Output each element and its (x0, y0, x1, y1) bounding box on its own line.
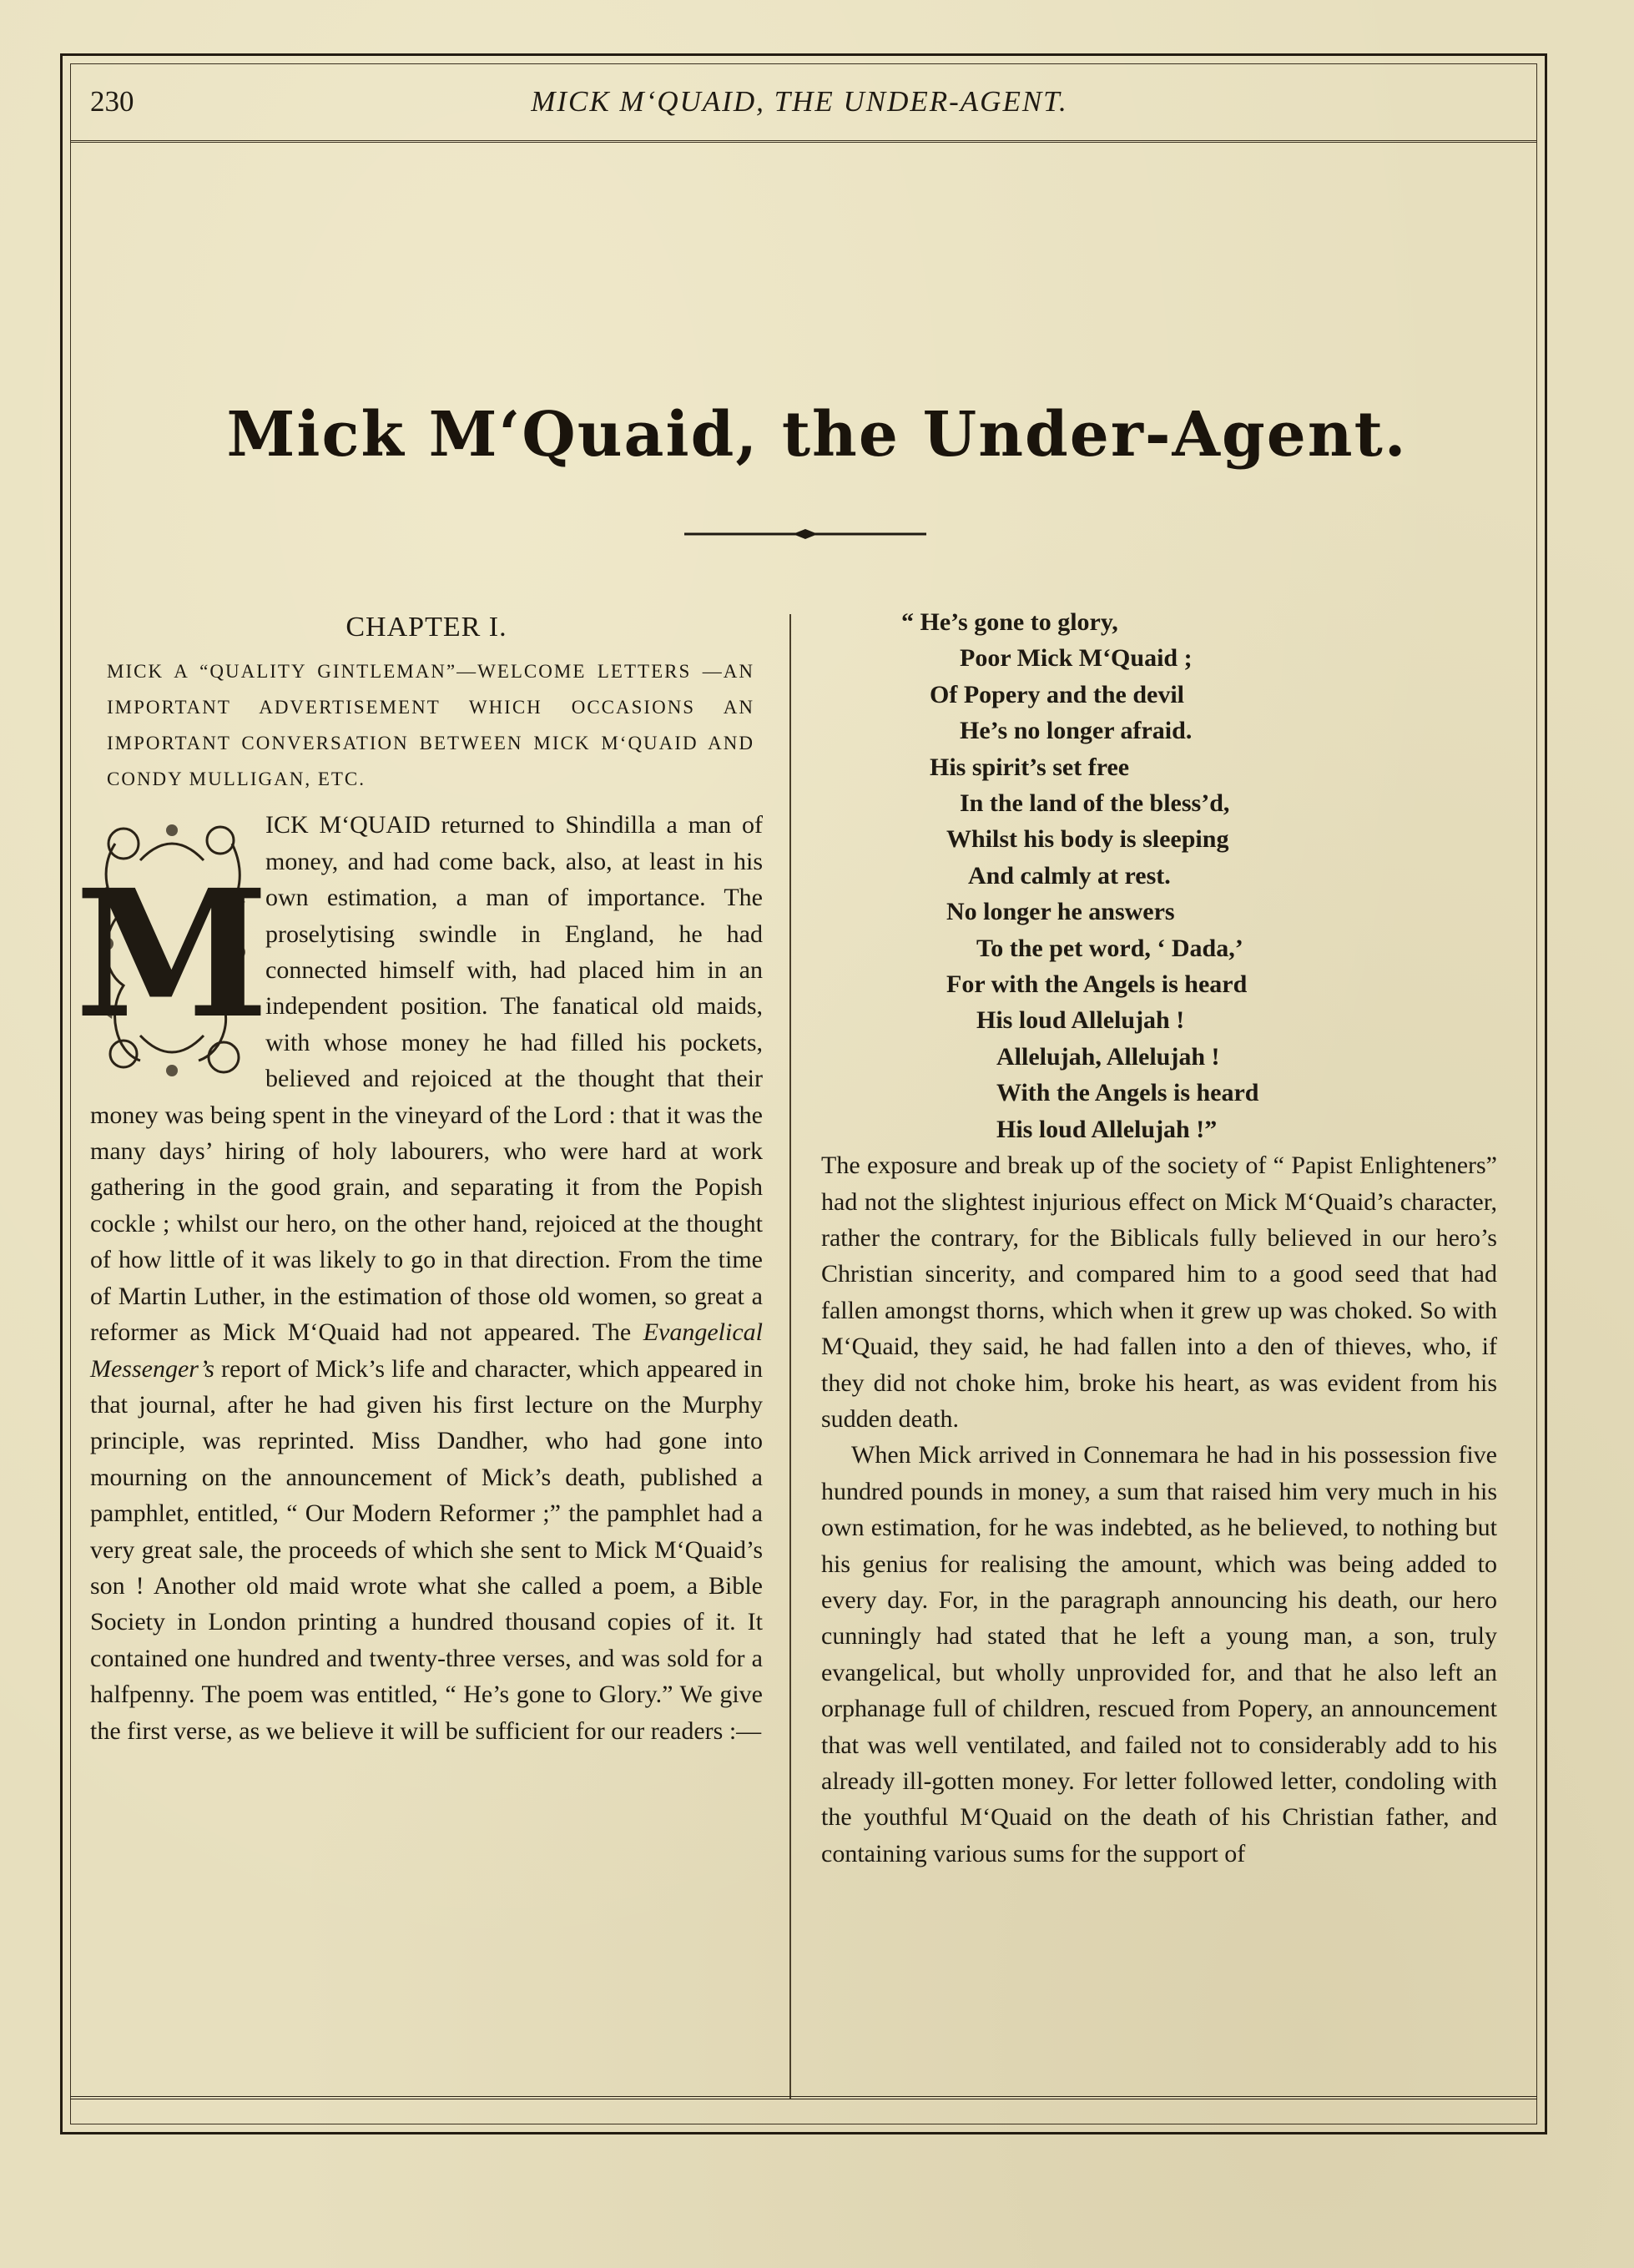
running-title: MICK M‘QUAID, THE UNDER-AGENT. (531, 85, 1068, 118)
poem-line: In the land of the bless’d, (960, 789, 1230, 818)
poem-verse (821, 604, 1497, 1147)
poem-line: Of Popery and the devil (930, 680, 1184, 708)
left-column (74, 604, 764, 1749)
ornamental-drop-cap (74, 810, 270, 1082)
poem-line: His loud Allelujah ! (976, 1006, 1185, 1035)
poem-line: Poor Mick M‘Quaid ; (960, 644, 1193, 673)
opening-smallcaps: ICK M‘QUAID (265, 811, 431, 839)
paragraph-opening-text: returned to Shindilla a man of money, and had come back, also, at least in his own estimation, a man of importance. The proselytising swindle in England, he had connected himself with, had placed him in an independent position. The fanatical old maids, with whose money he had filled his pockets, believed and rejoiced at the thought that their money was being spent in the vineyard of the Lord : that it was the many days’ hiring of holy labourers, who were hard at work gathering in the good grain, and separating it from the Popish cockle ; whilst our hero, on the other hand, rejoiced at the thought of how little of it was likely to go in that direction. From the time of Martin Luther, in the estimation of those old women, so great a reformer as Mick M‘Quaid had not appeared. The (90, 811, 764, 1347)
right-column (821, 604, 1497, 1872)
paragraph-connemara: When Mick arrived in Connemara he had in his possession five hundred pounds in money, a sum that raised him very much in his own estimation, for he was indebted, as he believed, to nothing but his genius for realising the amount, which was being added to every day. For, in the paragraph announcing his death, our hero cunningly had stated that he left a young man, a son, truly evangelical, but wholly unprovided for, and that he also left an orphanage full of children, rescued from Popery, an announcement that was well ventilated, and failed not to considerably add to his already ill-gotten money. For letter followed letter, condoling with the youthful M‘Quaid on the death of his Christian father, and containing various sums for the support of (821, 1441, 1497, 1867)
paragraph-exposure: The exposure and break up of the society of “ Papist Enlighteners” had not the slightest injurious effect on Mick M‘Quaid’s character, rather the contrary, for the Biblicals fully believed in our hero’s Christian sincerity, and compared him to a good seed that had fallen amongst thorns, which when it grew up was choked. So with M‘Quaid, they said, he had fallen into a den of thieves, who, if they did not choke him, broke his heart, as was evident from his sudden death. (821, 1152, 1497, 1433)
poem-line: And calmly at rest. (968, 861, 1171, 890)
bottom-rule (70, 2096, 1537, 2099)
paragraph-opening-end: report of Mick’s life and character, which appeared in that journal, after he had given his first lecture on the Murphy principle, was reprinted. Miss Dandher, who had gone into mourning on the announcement of Mick’s death, published a pamphlet, entitled, “ Our Modern Reformer ;” the pamphlet had a very great sale, the proceeds of which she sent to Mick M‘Quaid’s son ! Another old maid wrote what she called a poem, a Bible Society in London printing a hundred thousand copies of it. It contained one hundred and twenty-three verses, and was sold for a halfpenny. The poem was entitled, “ He’s gone to Glory.” We give the first verse, as we believe it will be sufficient for our readers :— (90, 1354, 763, 1745)
poem-line: For with the Angels is heard (946, 970, 1248, 999)
poem-line: No longer he answers (946, 898, 1175, 926)
publication-title: Evangelical Messenger’s (90, 1318, 763, 1383)
main-title: Mick M‘Quaid, the Under-Agent. (226, 399, 1408, 471)
poem-line: “ He’s gone to glory, (901, 608, 1118, 636)
column-divider (789, 614, 791, 2099)
running-head (90, 80, 1509, 135)
poem-line: To the pet word, ‘ Dada,’ (976, 934, 1243, 962)
poem-line: His spirit’s set free (930, 753, 1130, 781)
poem-line: He’s no longer afraid. (960, 717, 1193, 745)
poem-line: His loud Allelujah !” (996, 1115, 1218, 1143)
drop-cap-letter: M (74, 851, 270, 1058)
chapter-synopsis: MICK A “QUALITY GINTLEMAN”—WELCOME LETTERS —AN IMPORTANT ADVERTISEMENT WHICH OCCASIONS AN IMPORTANT CONVERSATION BETWEEN MICK M‘QUAID AND CONDY MULLIGAN, ETC. (107, 661, 754, 790)
poem-line: With the Angels is heard (996, 1079, 1259, 1107)
header-rule (70, 140, 1537, 143)
chapter-heading: CHAPTER I. (345, 612, 507, 643)
page-number: 230 (90, 85, 134, 118)
title-ornament-divider (684, 527, 926, 541)
poem-line: Whilst his body is sleeping (946, 825, 1229, 854)
poem-line: Allelujah, Allelujah ! (996, 1042, 1220, 1071)
